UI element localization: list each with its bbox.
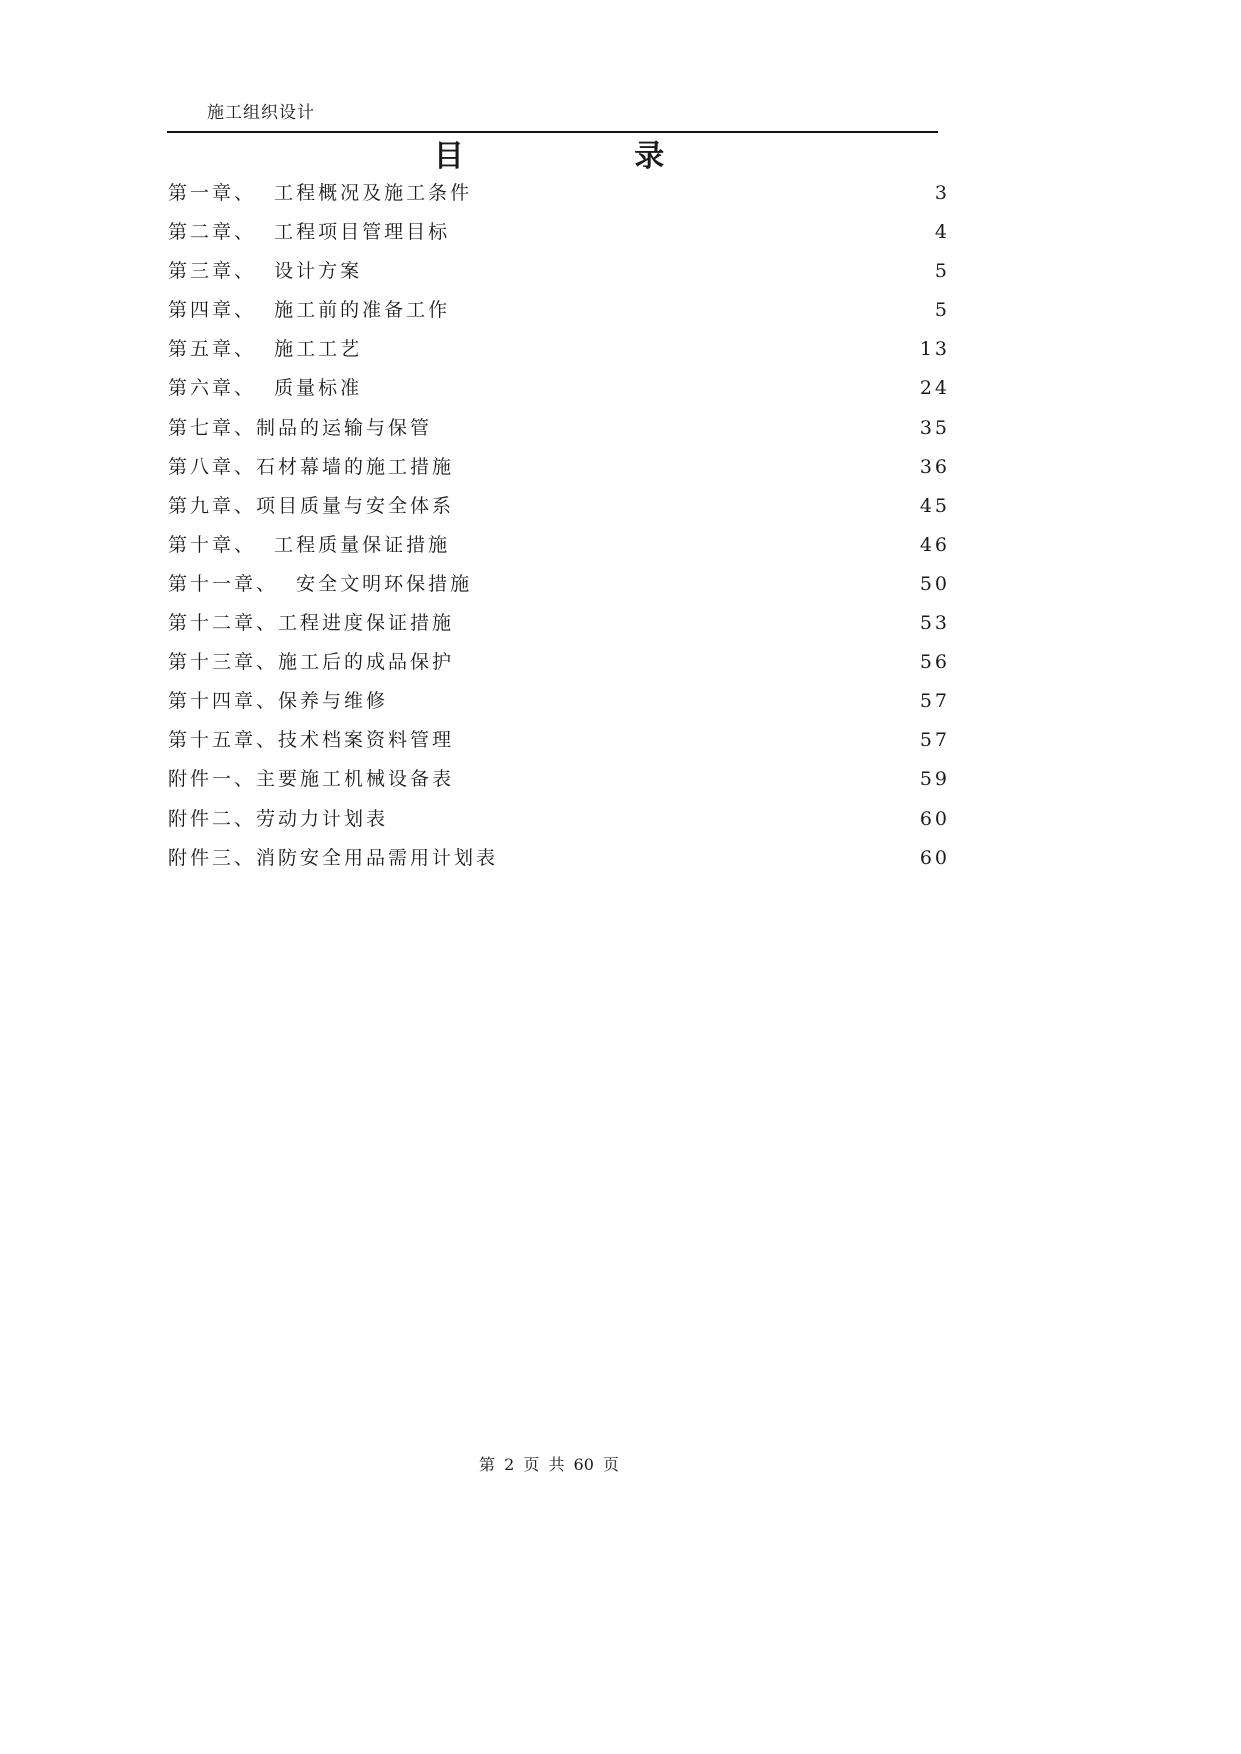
- toc-entry-page-number: 56: [919, 651, 950, 674]
- toc-entry-label: 第十一章、 安全文明环保措施: [168, 572, 473, 595]
- toc-entry[interactable]: [168, 252, 950, 291]
- toc-entry-page-number: 46: [919, 533, 950, 556]
- toc-entry[interactable]: [168, 409, 950, 448]
- toc-entry-page-number: 5: [934, 260, 950, 283]
- toc-entry-label: 第九章、项目质量与安全体系: [168, 494, 455, 517]
- table-of-contents: [168, 174, 950, 878]
- toc-entry-label: 第四章、 施工前的准备工作: [168, 299, 451, 322]
- toc-entry-label: 第一章、 工程概况及施工条件: [168, 182, 473, 204]
- toc-entry-page-number: 35: [919, 416, 950, 439]
- toc-entry[interactable]: [168, 682, 950, 721]
- toc-entry-label: 附件二、劳动力计划表: [168, 807, 389, 830]
- toc-entry[interactable]: [168, 291, 950, 330]
- toc-entry-label: 附件一、主要施工机械设备表: [168, 768, 455, 791]
- toc-entry[interactable]: [168, 565, 950, 604]
- toc-entry-label: 第七章、制品的运输与保管: [168, 416, 433, 439]
- toc-entry[interactable]: [168, 760, 950, 799]
- toc-entry-label: 第八章、石材幕墙的施工措施: [168, 455, 455, 478]
- toc-entry[interactable]: [168, 800, 950, 839]
- toc-entry[interactable]: [168, 174, 950, 213]
- toc-entry-page-number: 5: [934, 299, 950, 322]
- toc-entry[interactable]: [168, 448, 950, 487]
- page-footer: 第 2 页 共 60 页: [479, 1455, 619, 1474]
- toc-entry-label: 第十三章、施工后的成品保护: [168, 651, 455, 674]
- toc-entry-page-number: 13: [919, 338, 950, 361]
- toc-entry-label: 第十四章、保养与维修: [168, 690, 389, 713]
- toc-entry-page-number: 3: [934, 182, 950, 204]
- running-header-title: 施工组织设计: [207, 103, 315, 123]
- toc-entry-page-number: 24: [919, 377, 950, 400]
- toc-entry[interactable]: [168, 487, 950, 526]
- toc-entry-page-number: 59: [919, 768, 950, 791]
- toc-entry-page-number: 60: [919, 807, 950, 830]
- toc-entry-label: 第二章、 工程项目管理目标: [168, 221, 451, 244]
- toc-entry[interactable]: [168, 721, 950, 760]
- toc-entry[interactable]: [168, 526, 950, 565]
- toc-title: 目 录: [433, 139, 745, 174]
- toc-entry-page-number: 57: [919, 690, 950, 713]
- toc-entry-label: 第十五章、技术档案资料管理: [168, 729, 455, 752]
- toc-entry-label: 第六章、 质量标准: [168, 377, 363, 400]
- toc-entry[interactable]: [168, 369, 950, 408]
- toc-entry[interactable]: [168, 330, 950, 369]
- toc-entry-page-number: 53: [919, 612, 950, 635]
- toc-entry[interactable]: [168, 643, 950, 682]
- toc-entry-page-number: 45: [919, 494, 950, 517]
- toc-entry[interactable]: [168, 213, 950, 252]
- toc-entry-page-number: 50: [919, 572, 950, 595]
- toc-entry[interactable]: [168, 604, 950, 643]
- toc-entry-label: 附件三、消防安全用品需用计划表: [168, 846, 499, 869]
- toc-entry-label: 第五章、 施工工艺: [168, 338, 363, 361]
- toc-entry-label: 第十章、 工程质量保证措施: [168, 533, 451, 556]
- toc-entry-label: 第三章、 设计方案: [168, 260, 363, 283]
- toc-entry-page-number: 57: [919, 729, 950, 752]
- toc-entry-page-number: 4: [934, 221, 950, 244]
- toc-entry-label: 第十二章、工程进度保证措施: [168, 612, 455, 635]
- toc-entry-page-number: 60: [919, 846, 950, 869]
- toc-entry-page-number: 36: [919, 455, 950, 478]
- toc-entry[interactable]: [168, 839, 950, 878]
